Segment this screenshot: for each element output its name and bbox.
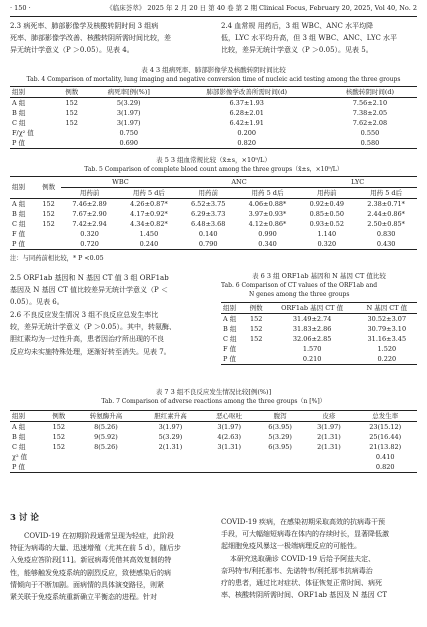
th: ORF1ab 基因 CT 值 [281, 303, 344, 312]
table-row [10, 432, 417, 442]
discussion-right [221, 516, 417, 601]
cell: 152 [42, 199, 55, 208]
table-row [10, 128, 417, 138]
cell: 9(5.92) [94, 432, 118, 441]
cell: 0.720 [80, 239, 99, 248]
para-2-5 [10, 272, 206, 309]
cell: 6.28±2.01 [229, 108, 264, 117]
text-line: 低，LYC 水平均升高，但 3 组 WBC、ANC、LYC 水平 [221, 34, 398, 43]
cell [245, 344, 268, 354]
cell: 0.750 [119, 128, 139, 137]
cell: B 组 [12, 209, 26, 218]
text-line: 本研究选取确诊 COVID-19 后给予阿兹夫定、 [221, 554, 376, 563]
th: 恶心呕吐 [216, 411, 243, 420]
cell: 3(1.97) [116, 108, 141, 117]
cell: 152 [249, 324, 263, 333]
th: 用药前 [317, 188, 337, 197]
cell: 0.410 [375, 452, 395, 461]
text-line: 反应均未实施特殊处理，逐渐好转至消失。见表 7。 [10, 347, 171, 356]
cell: 152 [249, 334, 263, 343]
cell: 31.49±2.74 [292, 314, 332, 323]
cell: 1.140 [317, 229, 337, 238]
cell: 8(5.26) [94, 442, 118, 451]
cell: 0.790 [198, 239, 218, 248]
cell: 6.48±3.68 [190, 219, 226, 228]
cell: 31.83±2.86 [292, 324, 332, 333]
text-line: 2.3 病死率、肺部影像学及核酸转阴时间 3 组病 [10, 22, 159, 30]
text-line: 2.4 血常规 用药后，3 组 WBC、ANC 水平均降 [221, 22, 374, 30]
cell: 1.570 [302, 344, 322, 353]
cell: 0.140 [198, 229, 218, 238]
text-line: 率、核酸转阴所需时间、ORF1ab 基因及 N 基因 CT [221, 591, 388, 600]
cell: F 值 [12, 229, 26, 238]
th: 转氨酶升高 [89, 411, 123, 420]
text-line: 入免疫应答阶段[11]。新冠病毒凭借其高效复制的特 [10, 556, 172, 565]
text-line: 2.5 ORF1ab 基因和 N 基因 CT 值 3 组 ORF1ab [10, 274, 169, 282]
cell [256, 452, 305, 462]
cell: 6(3.95) [268, 442, 292, 451]
text-line: 0.05）。见表 6。 [10, 298, 64, 307]
th: 例数 [249, 303, 263, 312]
table5 [10, 176, 417, 250]
table-row [10, 462, 417, 473]
table-row [10, 98, 417, 109]
cell: 152 [52, 422, 65, 431]
th: 用药 5 d后 [251, 188, 284, 197]
cell: 152 [52, 442, 65, 451]
cell [245, 354, 268, 365]
cell: 0.550 [360, 128, 380, 137]
table-row [221, 334, 417, 344]
table7-title-cn: 表 7 3 组不良反应发生情况比较[例(%)] [155, 388, 272, 396]
cell: F 值 [223, 344, 237, 353]
cell: A 组 [12, 199, 26, 208]
text-line: 死率、肺部影像学改善、核酸转阴所需时间比较，差 [10, 34, 171, 43]
cell: 0.320 [80, 229, 99, 238]
text-line: 较，差异无统计学意义（P ＞0.05）。其中，转氨酶、 [10, 323, 177, 332]
cell: 7.38±2.05 [352, 108, 388, 117]
table-row [221, 314, 417, 325]
cell: 0.990 [258, 229, 277, 238]
th: 组别 [12, 183, 25, 192]
th: LYC [298, 177, 417, 188]
cell [256, 462, 305, 473]
cell: B 组 [12, 108, 26, 117]
cell: 152 [65, 108, 78, 117]
cell: 152 [42, 219, 55, 228]
discussion-left [10, 530, 206, 603]
table-row [10, 422, 417, 433]
cell: 2.44±0.86* [367, 209, 405, 218]
table-row [10, 219, 417, 229]
cell: 0.580 [360, 138, 380, 147]
cell: B 组 [12, 432, 26, 441]
cell: 7.67±2.90 [72, 209, 107, 218]
table5-note: 注：与同药前相比较，* P <0.05 [10, 255, 104, 262]
table7 [10, 410, 417, 473]
cell: 6.37±1.93 [229, 98, 264, 107]
cell: 0.220 [377, 354, 397, 363]
cell: 7.42±2.94 [72, 219, 107, 228]
text-line: COVID-19 在初期阶段通常呈现为轻症，此阶段 [24, 532, 175, 540]
cell: 6.42±1.91 [229, 118, 264, 127]
cell: 5(3.29) [158, 432, 183, 441]
text-line: 基因及 N 基因 CT 值比较差异无统计学意义（P ＜ [10, 286, 168, 295]
cell [44, 462, 74, 473]
cell: 30.79±3.10 [367, 324, 407, 333]
cell [36, 239, 61, 250]
cell: 4.17±0.92* [130, 209, 168, 218]
cell: 21(13.82) [369, 442, 402, 451]
text-line: 异无统计学意义（P ＞0.05）。见表 4。 [10, 46, 134, 55]
th: 用药前 [198, 188, 218, 197]
cell: 2(1.31) [317, 432, 341, 441]
cell: 3(1.31) [217, 442, 242, 451]
th: 例数 [52, 411, 66, 420]
para-2-3 [10, 20, 206, 57]
text-line: 特征为病毒的大量、迅速增殖（尤其在前 5 d），随后步 [10, 544, 181, 553]
table-row [10, 209, 417, 219]
text-line: 起细胞免疫风暴这一极端病理反应的可能性。 [221, 542, 361, 551]
cell: 2(1.31) [158, 442, 183, 451]
cell: C 组 [12, 442, 26, 451]
cell: P 值 [12, 138, 25, 147]
table-row [10, 239, 417, 250]
cell: 0.690 [119, 138, 139, 147]
th: 腹泻 [273, 411, 287, 420]
cell: 0.820 [375, 462, 395, 471]
table-row [10, 452, 417, 462]
th: 用药 5 d后 [370, 188, 403, 197]
cell: P 值 [223, 354, 236, 363]
cell: A 组 [223, 314, 237, 323]
cell: 4(2.63) [217, 432, 242, 441]
th: ANC [180, 177, 299, 188]
text-line: COVID-19 疾病，在感染初期采取高效的抗病毒干预 [221, 518, 386, 526]
table4-title-en: Tab. 4 Comparison of mortality, lung imaging and negative conversion time of nucleic acid testing among the three groups [26, 76, 401, 83]
header-rule [10, 16, 417, 17]
cell: 3(1.97) [116, 118, 141, 127]
cell: F/χ² 值 [12, 128, 34, 137]
th: 肺部影像学改善所需时间(d) [206, 87, 288, 96]
table4 [10, 86, 417, 149]
text-line: 疗的患者，通过比对症状、体征恢复正常时间、病死 [221, 579, 382, 588]
cell: 0.240 [139, 239, 159, 248]
th: 胆红素升高 [154, 411, 187, 420]
th: 例数 [42, 183, 56, 192]
cell: 7.62±2.08 [352, 118, 388, 127]
cell: 4.06±0.88* [248, 199, 287, 208]
cell: 152 [52, 432, 65, 441]
cell: 25(16.44) [369, 432, 402, 441]
th: 核酸转阴时间(d) [345, 87, 395, 96]
cell: 1.520 [377, 344, 397, 353]
cell: P 值 [12, 239, 25, 248]
th: 病死率[例(%)] [107, 87, 150, 96]
table6 [221, 302, 417, 365]
table5-caption [10, 156, 417, 174]
cell: P 值 [12, 462, 25, 471]
cell: 1.450 [139, 229, 159, 238]
cell [203, 462, 256, 473]
cell: C 组 [12, 118, 26, 127]
th: 用药前 [79, 188, 100, 197]
table-row [221, 354, 417, 365]
cell: C 组 [12, 219, 26, 228]
cell: 4.12±0.86* [248, 219, 287, 228]
cell: 23(15.12) [369, 422, 402, 431]
text-line: 2.6 不良反应发生情况 3 组不良反应总发生率比 [10, 311, 159, 319]
para-2-4 [221, 20, 417, 57]
table5-title-cn: 表 5 3 组血常规比较（x̄±s，×10⁹/L） [156, 156, 271, 164]
th: 组别 [223, 303, 236, 312]
text-line: 奈玛特韦/利托那韦、先诺特韦/利托那韦抗病毒治 [221, 566, 373, 575]
cell: 0.210 [302, 354, 322, 363]
cell [36, 229, 61, 239]
table4-title-cn: 表 4 3 组病死率、肺部影像学及核酸转阴时间比较 [141, 66, 286, 74]
table6-title-en: Tab. 6 Comparison of CT values of the ORF1ab and [221, 282, 378, 289]
cell [56, 138, 87, 149]
cell: A 组 [12, 98, 26, 107]
cell: 3(1.97) [158, 422, 183, 431]
cell [56, 128, 87, 138]
text-line: 胆红素均为一过性升高，患者因治疗所出现的不良 [10, 335, 164, 344]
cell: 7.56±2.10 [352, 98, 388, 107]
table-row [10, 118, 417, 128]
cell: 8(5.26) [94, 422, 118, 431]
cell: 0.85±0.50 [309, 209, 344, 218]
cell: 6.52±3.75 [190, 199, 226, 208]
table6-title-en-2: N genes among the three groups [249, 291, 350, 298]
cell: 0.93±0.52 [309, 219, 344, 228]
cell: 0.92±0.49 [309, 199, 344, 208]
cell [305, 452, 354, 462]
th: 总发生率 [372, 411, 399, 420]
text-line: 情倾向于不断加剧。面病情的具体演变路径，则紧 [10, 580, 164, 589]
cell: 6(3.95) [268, 422, 292, 431]
text-line: 手段，可大幅缩短病毒在体内的存续时长，显著降低激 [221, 530, 389, 539]
table-row [10, 442, 417, 452]
table-row [10, 138, 417, 149]
text-line: 紧关联于免疫系统重新确立平衡态的进程。针对 [10, 593, 157, 602]
table5-title-en: Tab. 5 Comparison of complete blood count among the three groups（x̄±s，×10⁹/L） [84, 166, 343, 173]
table-row [10, 199, 417, 210]
cell [138, 462, 202, 473]
table6-caption [221, 272, 417, 299]
cell: 0.820 [237, 138, 256, 147]
cell: 5(3.29) [268, 432, 292, 441]
th: WBC [61, 177, 180, 188]
cell: 7.46±2.89 [72, 199, 107, 208]
cell [138, 452, 202, 462]
cell: 3(1.97) [217, 422, 242, 431]
table7-caption [10, 388, 417, 406]
th: 例数 [65, 87, 79, 96]
cell: 152 [249, 314, 263, 323]
table4-caption [10, 66, 417, 84]
cell: 152 [65, 118, 78, 127]
para-2-6 [10, 309, 206, 358]
cell: 152 [42, 209, 55, 218]
cell [203, 452, 256, 462]
cell: 0.340 [258, 239, 277, 248]
table-row [221, 324, 417, 334]
cell: 5(3.29) [116, 98, 141, 107]
cell: 0.320 [317, 239, 337, 248]
cell: 3(1.97) [317, 422, 341, 431]
cell: 2(1.31) [317, 442, 341, 451]
th: 用药 5 d后 [132, 188, 165, 197]
cell: 0.830 [376, 229, 396, 238]
cell: 2.50±0.85* [367, 219, 405, 228]
text-line: 性，能够触发免疫系统的剧烈反应，致使感染后的病 [10, 568, 171, 577]
cell [305, 462, 354, 473]
table-row [221, 344, 417, 354]
cell [74, 452, 138, 462]
th: N 基因 CT 值 [366, 303, 408, 312]
cell: 6.29±3.73 [190, 209, 226, 218]
journal-info: 《临床荟萃》 2025 年 2 月 20 日 第 40 卷 第 2 期 Clinical Focus, February 20, 2025, Vol 40, No. 2 [106, 4, 417, 12]
cell: B 组 [223, 324, 237, 333]
cell [74, 462, 138, 473]
table-row [10, 108, 417, 118]
th: 组别 [12, 411, 25, 420]
page-number: · 150 · [10, 4, 31, 12]
cell: 30.52±3.07 [367, 314, 407, 323]
th: 皮疹 [322, 411, 336, 420]
text-line: 比较，差异无统计学意义（P ＞0.05）。见表 5。 [221, 46, 373, 55]
cell: 3.97±0.93* [248, 209, 287, 218]
cell: 0.200 [237, 128, 256, 137]
cell: 4.34±0.82* [130, 219, 168, 228]
cell: 2.38±0.71* [367, 199, 405, 208]
th: 组别 [12, 87, 25, 96]
cell: A 组 [12, 422, 26, 431]
section-heading: 3 讨 论 [10, 513, 39, 523]
table7-title-en: Tab. 7 Comparison of adverse reactions among the three groups（n [%]） [101, 398, 326, 405]
cell: χ² 值 [12, 452, 28, 461]
cell [44, 452, 74, 462]
cell: 152 [65, 98, 78, 107]
table-row [10, 229, 417, 239]
cell: C 组 [223, 334, 237, 343]
page-header [10, 4, 417, 16]
cell: 32.06±2.85 [292, 334, 332, 343]
table6-title-cn: 表 6 3 组 ORF1ab 基因和 N 基因 CT 值比较 [252, 272, 386, 280]
cell: 0.430 [376, 239, 396, 248]
cell: 31.16±3.45 [367, 334, 407, 343]
cell: 4.26±0.87* [130, 199, 168, 208]
